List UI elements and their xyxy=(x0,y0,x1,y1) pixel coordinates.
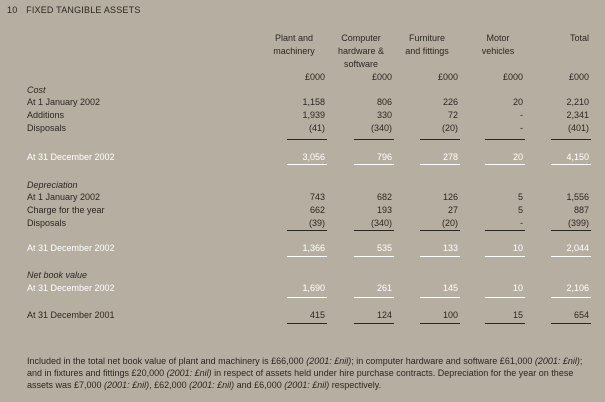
rule-line xyxy=(485,139,525,140)
table-cell: (39) xyxy=(308,218,325,228)
column-header-line: hardware & xyxy=(337,46,385,56)
footnote-text: in respect of assets held under hire purchase contracts. Depreciation for the year on these assets was £7,000 xyxy=(27,368,574,390)
rule-line xyxy=(551,139,591,140)
footnote-text: ; in computer hardware and software £61,000 xyxy=(351,356,535,366)
table-cell: (41) xyxy=(308,123,325,133)
column-header xyxy=(396,32,458,58)
footnote-text: and £6,000 xyxy=(234,380,285,390)
rule-line xyxy=(420,164,460,165)
footnote-text: (2001: £nil) xyxy=(534,356,580,366)
column-unit: £000 xyxy=(371,72,392,82)
column-header-line: machinery xyxy=(273,46,315,56)
table-cell: 20 xyxy=(512,152,523,162)
table-cell: 330 xyxy=(376,110,392,120)
column-header xyxy=(263,32,325,58)
column-header xyxy=(539,32,589,45)
table-cell: - xyxy=(520,123,523,133)
rule-line xyxy=(485,256,525,257)
table-cell: 10 xyxy=(512,283,523,293)
footnote-text: , £62,000 xyxy=(149,380,190,390)
table-cell: 261 xyxy=(376,283,392,293)
column-unit: £000 xyxy=(568,72,589,82)
table-row xyxy=(0,310,605,322)
column-header-line: Furniture xyxy=(408,33,445,43)
table-row xyxy=(0,192,605,204)
table-cell: 124 xyxy=(376,310,392,320)
table-cell: 72 xyxy=(447,110,458,120)
table-cell: 682 xyxy=(376,192,392,202)
table-row xyxy=(0,243,605,255)
footnote-text: (2001: £nil) xyxy=(104,380,150,390)
table-cell: - xyxy=(520,218,523,228)
rule-line xyxy=(485,323,525,324)
table-cell: 145 xyxy=(442,283,458,293)
table-cell: 535 xyxy=(376,243,392,253)
row-label: Additions xyxy=(27,110,65,120)
column-unit: £000 xyxy=(304,72,325,82)
footnote-text: (2001: £nil) xyxy=(284,380,330,390)
rule-line xyxy=(354,164,394,165)
table-cell: 2,106 xyxy=(566,283,589,293)
rule-line xyxy=(287,256,327,257)
table-row xyxy=(0,123,605,135)
table-row xyxy=(0,152,605,164)
table-row xyxy=(0,97,605,109)
rule-line xyxy=(354,297,394,298)
column-unit: £000 xyxy=(502,72,523,82)
rule-line xyxy=(287,139,327,140)
table-cell: 27 xyxy=(447,205,458,215)
table-cell: 10 xyxy=(512,243,523,253)
table-cell: 2,044 xyxy=(566,243,589,253)
rule-line xyxy=(287,297,327,298)
rule-line xyxy=(420,256,460,257)
row-label: At 31 December 2002 xyxy=(27,283,115,293)
footnote-text: (2001: £nil) xyxy=(189,380,235,390)
rule-line xyxy=(420,139,460,140)
column-header-line: Motor xyxy=(486,33,510,43)
table-row xyxy=(0,283,605,295)
row-label: Disposals xyxy=(27,218,67,228)
rule-line xyxy=(420,323,460,324)
footnote-text: (2001: £nil) xyxy=(306,356,352,366)
table-row xyxy=(0,218,605,230)
table-cell: 126 xyxy=(442,192,458,202)
table-cell: 20 xyxy=(512,97,523,107)
rule-line xyxy=(287,230,327,231)
row-label: At 1 January 2002 xyxy=(27,97,101,107)
table-cell: (340) xyxy=(370,218,392,228)
footnote xyxy=(27,355,597,391)
table-cell: (340) xyxy=(370,123,392,133)
row-label: At 31 December 2002 xyxy=(27,152,115,162)
footnote-text: (2001: £nil) xyxy=(166,368,212,378)
table-cell: 2,210 xyxy=(566,97,589,107)
table-cell: 278 xyxy=(442,152,458,162)
rule-line xyxy=(420,230,460,231)
table-cell: 193 xyxy=(376,205,392,215)
rule-line xyxy=(485,230,525,231)
table-cell: 1,158 xyxy=(302,97,325,107)
rule-line xyxy=(354,256,394,257)
table-cell: 415 xyxy=(309,310,325,320)
table-row xyxy=(0,205,605,217)
column-header-line: vehicles xyxy=(481,46,515,56)
row-label: At 31 December 2002 xyxy=(27,243,115,253)
section-label-row xyxy=(0,270,605,282)
table-cell: 5 xyxy=(517,205,523,215)
column-header-line: Plant and xyxy=(274,33,314,43)
table-cell: 133 xyxy=(442,243,458,253)
table-cell: 100 xyxy=(442,310,458,320)
footnote-text: respectively. xyxy=(329,380,382,390)
table-cell: 1,690 xyxy=(302,283,325,293)
table-cell: - xyxy=(520,110,523,120)
table-cell: 1,939 xyxy=(302,110,325,120)
table-cell: 226 xyxy=(442,97,458,107)
table-cell: 662 xyxy=(309,205,325,215)
rule-line xyxy=(354,139,394,140)
table-cell: 796 xyxy=(376,152,392,162)
rule-line xyxy=(485,164,525,165)
rule-line xyxy=(287,164,327,165)
footnote-text: ; and in fixtures and fittings £20,000 xyxy=(27,356,583,378)
section-number: 10 xyxy=(7,5,18,15)
table-cell: (20) xyxy=(441,123,458,133)
table-cell: (401) xyxy=(567,123,589,133)
row-label: At 1 January 2002 xyxy=(27,192,101,202)
rule-line xyxy=(287,323,327,324)
section-label-row xyxy=(0,180,605,192)
footnote-text: Included in the total net book value of plant and machinery is £66,000 xyxy=(27,356,307,366)
rule-line xyxy=(354,323,394,324)
section-heading xyxy=(7,5,141,15)
table-cell: 1,366 xyxy=(302,243,325,253)
table-cell: 743 xyxy=(309,192,325,202)
row-label: At 31 December 2001 xyxy=(27,310,115,320)
rule-line xyxy=(551,323,591,324)
column-unit: £000 xyxy=(437,72,458,82)
table-row xyxy=(0,110,605,122)
table-cell: 4,150 xyxy=(566,152,589,162)
table-cell: 15 xyxy=(512,310,523,320)
section-label: Cost xyxy=(27,85,46,95)
column-header-line: Computer xyxy=(341,33,381,43)
column-header-line: and fittings xyxy=(405,46,449,56)
rule-line xyxy=(420,297,460,298)
row-label: Disposals xyxy=(27,123,67,133)
column-header-line: Total xyxy=(569,33,589,43)
table-cell: 2,341 xyxy=(566,110,589,120)
rule-line xyxy=(354,230,394,231)
table-cell: 1,556 xyxy=(566,192,589,202)
table-cell: 5 xyxy=(517,192,523,202)
section-label: Depreciation xyxy=(27,180,78,190)
rule-line xyxy=(551,230,591,231)
section-label: Net book value xyxy=(27,270,88,280)
section-label-row xyxy=(0,85,605,97)
table-cell: 887 xyxy=(573,205,589,215)
rule-line xyxy=(551,297,591,298)
column-header xyxy=(330,32,392,71)
table-cell: 3,056 xyxy=(302,152,325,162)
table-cell: 806 xyxy=(376,97,392,107)
table-cell: 654 xyxy=(573,310,589,320)
column-header-line: software xyxy=(343,59,378,69)
column-header xyxy=(473,32,523,58)
rule-line xyxy=(551,164,591,165)
row-label: Charge for the year xyxy=(27,205,105,215)
rule-line xyxy=(485,297,525,298)
section-title: FIXED TANGIBLE ASSETS xyxy=(26,5,141,15)
table-cell: (20) xyxy=(441,218,458,228)
rule-line xyxy=(551,256,591,257)
table-cell: (399) xyxy=(567,218,589,228)
